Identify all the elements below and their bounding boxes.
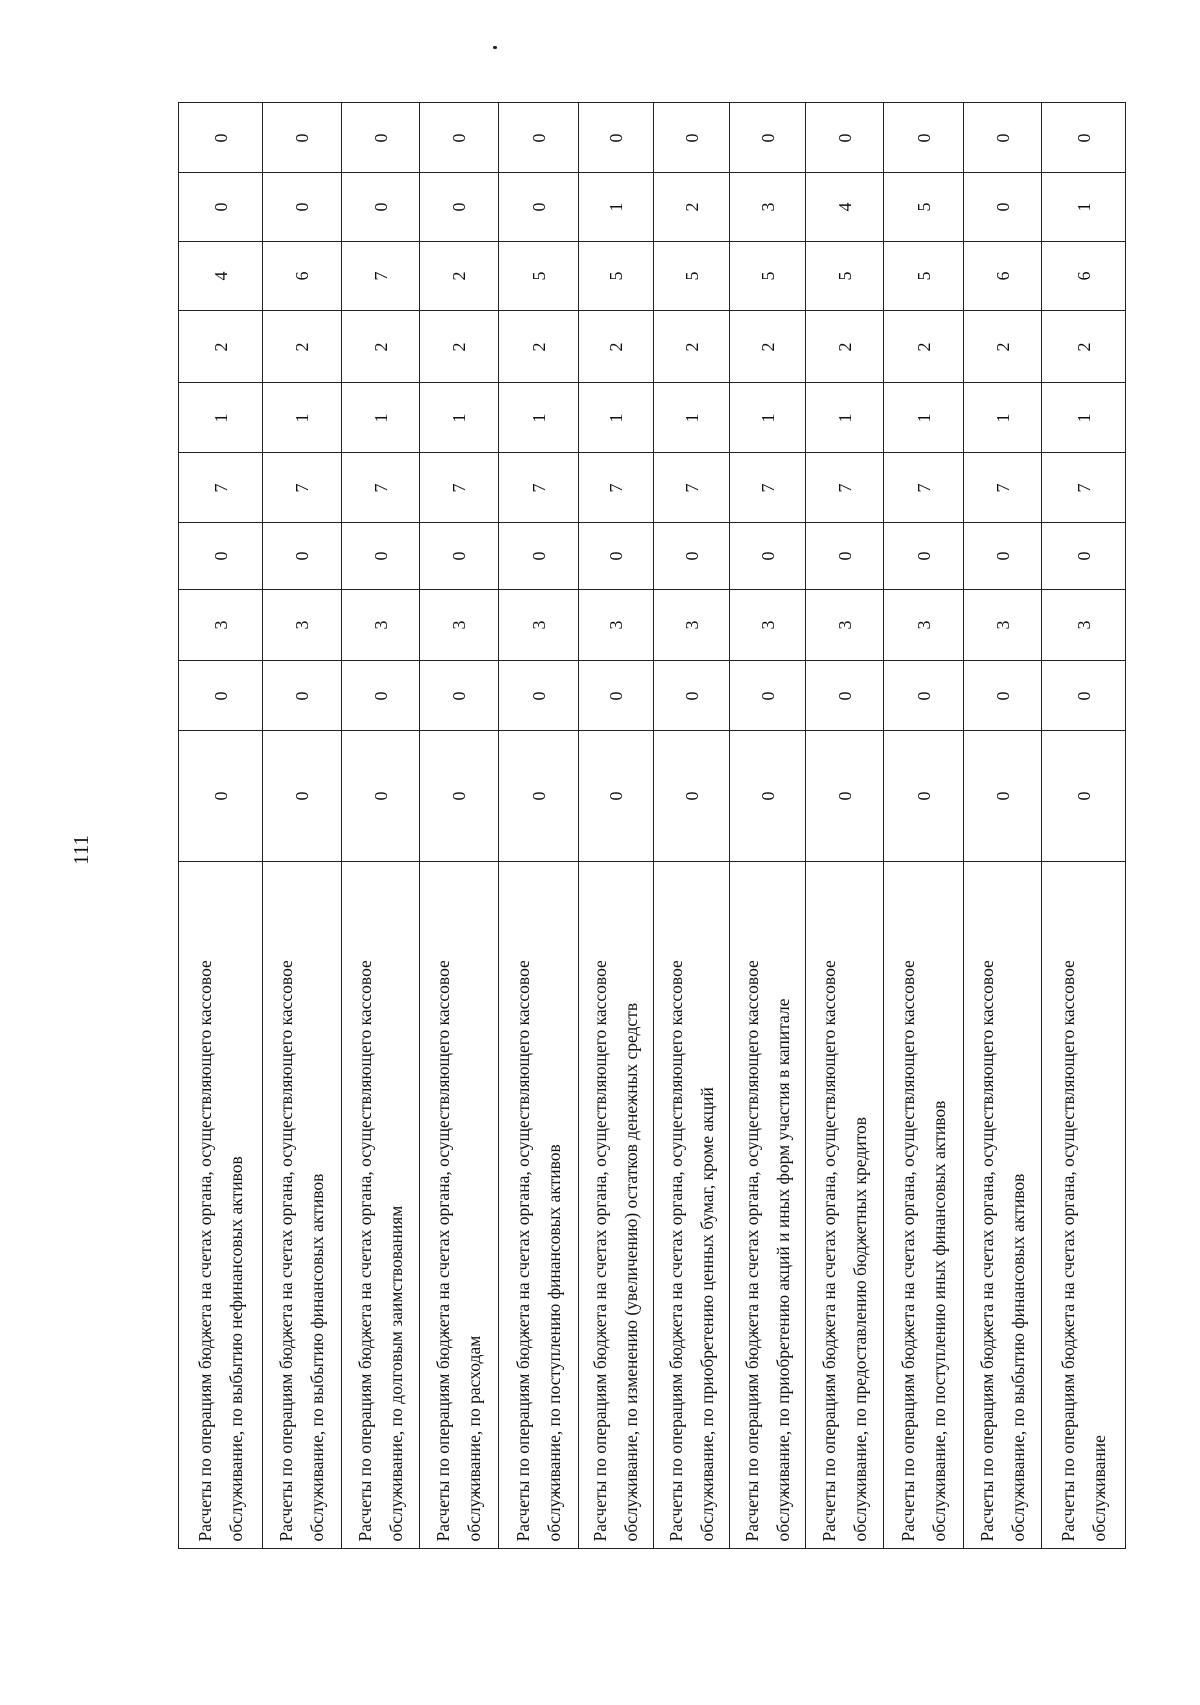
code-cell	[964, 453, 1042, 523]
code-digit: 0	[681, 691, 702, 700]
code-digit: 2	[210, 342, 231, 351]
description-cell	[499, 862, 579, 1549]
code-cell	[420, 731, 499, 862]
code-cell	[342, 523, 420, 590]
code-cell	[499, 453, 579, 523]
code-cell	[420, 590, 499, 661]
code-digit: 0	[449, 133, 469, 142]
table-row	[1042, 103, 1126, 1549]
code-cell	[806, 661, 884, 731]
code-digit: 1	[528, 413, 549, 422]
code-cell	[499, 383, 579, 453]
code-digit: 0	[757, 791, 778, 801]
code-digit: 3	[1073, 620, 1094, 630]
code-digit: 1	[606, 413, 626, 422]
code-cell	[1042, 590, 1126, 661]
code-digit: 0	[834, 133, 855, 142]
page-number: 111	[69, 835, 93, 865]
code-cell	[263, 173, 342, 242]
code-digit: 0	[449, 791, 469, 801]
code-cell	[1042, 311, 1126, 383]
code-digit: 0	[757, 691, 778, 700]
code-cell	[579, 173, 654, 242]
code-cell	[730, 103, 806, 173]
code-cell	[579, 103, 654, 173]
code-digit: 0	[292, 551, 312, 561]
description-text: Расчеты по операциям бюджета на счетах органа, осуществляющего кассовое обслуживание, по поступлению финансовых активов	[512, 960, 564, 1542]
code-cell	[342, 453, 420, 523]
code-cell	[654, 731, 730, 862]
code-cell	[654, 311, 730, 383]
code-cell	[579, 590, 654, 661]
code-digit: 7	[757, 483, 778, 492]
code-digit: 1	[992, 413, 1013, 422]
code-cell	[342, 242, 420, 311]
code-digit: 3	[370, 620, 391, 630]
code-digit: 0	[210, 551, 231, 561]
table-row	[730, 103, 806, 1549]
code-cell	[263, 453, 342, 523]
code-cell	[730, 242, 806, 311]
code-digit: 2	[449, 271, 469, 281]
code-digit: 2	[834, 342, 855, 351]
description-cell	[1042, 862, 1126, 1549]
code-digit: 7	[992, 483, 1013, 492]
code-digit: 7	[370, 271, 391, 281]
code-digit: 0	[528, 791, 549, 801]
code-cell	[420, 103, 499, 173]
code-cell	[179, 311, 263, 383]
code-digit: 1	[1073, 413, 1094, 422]
code-cell	[499, 731, 579, 862]
code-cell	[964, 731, 1042, 862]
code-cell	[499, 173, 579, 242]
description-text: Расчеты по операциям бюджета на счетах органа, осуществляющего кассовое обслуживание, по выбытию финансовых активов	[276, 960, 327, 1542]
code-digit: 0	[757, 133, 778, 142]
code-digit: 0	[210, 202, 231, 212]
code-cell	[806, 590, 884, 661]
code-digit: 2	[681, 342, 702, 351]
code-cell	[420, 383, 499, 453]
code-digit: 3	[913, 620, 934, 630]
code-digit: 2	[528, 342, 549, 351]
code-digit: 7	[292, 483, 312, 492]
description-cell	[806, 862, 884, 1549]
description-cell	[579, 862, 654, 1549]
code-digit: 3	[757, 202, 778, 212]
code-cell	[342, 311, 420, 383]
code-cell	[730, 383, 806, 453]
code-digit: 0	[992, 202, 1013, 212]
code-cell	[806, 523, 884, 590]
code-cell	[499, 661, 579, 731]
code-digit: 0	[606, 691, 626, 700]
code-digit: 7	[210, 483, 231, 492]
code-cell	[499, 523, 579, 590]
code-cell	[884, 661, 964, 731]
table-row	[806, 103, 884, 1549]
code-cell	[579, 453, 654, 523]
code-digit: 2	[913, 342, 934, 351]
code-cell	[499, 103, 579, 173]
description-cell	[964, 862, 1042, 1549]
code-cell	[730, 731, 806, 862]
code-digit: 0	[606, 133, 626, 142]
code-cell	[884, 453, 964, 523]
code-digit: 2	[681, 202, 702, 212]
code-cell	[964, 661, 1042, 731]
code-cell	[263, 311, 342, 383]
description-cell	[263, 862, 342, 1549]
code-digit: 5	[528, 271, 549, 281]
code-digit: 0	[992, 551, 1013, 561]
code-cell	[806, 311, 884, 383]
code-digit: 5	[913, 271, 934, 281]
code-digit: 0	[992, 791, 1013, 801]
code-digit: 0	[913, 133, 934, 142]
code-cell	[420, 173, 499, 242]
code-digit: 3	[449, 620, 469, 630]
code-digit: 0	[210, 133, 231, 142]
description-text: Расчеты по операциям бюджета на счетах органа, осуществляющего кассовое обслуживание, по предоставлению бюджетных кредитов	[818, 960, 870, 1542]
description-text: Расчеты по операциям бюджета на счетах органа, осуществляющего кассовое обслуживание, по расходам	[433, 960, 484, 1542]
code-cell	[263, 661, 342, 731]
code-cell	[884, 311, 964, 383]
code-cell	[1042, 242, 1126, 311]
code-cell	[1042, 453, 1126, 523]
code-cell	[263, 242, 342, 311]
code-digit: 4	[834, 202, 855, 212]
code-digit: 2	[992, 342, 1013, 351]
code-digit: 0	[292, 133, 312, 142]
description-cell	[884, 862, 964, 1549]
code-cell	[654, 661, 730, 731]
code-cell	[654, 383, 730, 453]
description-cell	[730, 862, 806, 1549]
code-digit: 1	[1073, 202, 1094, 212]
code-digit: 1	[292, 413, 312, 422]
code-cell	[884, 173, 964, 242]
description-text: Расчеты по операциям бюджета на счетах органа, осуществляющего кассовое обслуживание, по приобретению ценных бумаг, кроме акций	[665, 960, 717, 1542]
description-text: Расчеты по операциям бюджета на счетах органа, осуществляющего кассовое обслуживание, по изменению (увеличению) остатков денежных средств	[590, 960, 641, 1542]
code-cell	[342, 731, 420, 862]
code-cell	[964, 311, 1042, 383]
code-digit: 0	[913, 551, 934, 561]
code-cell	[884, 731, 964, 862]
code-cell	[420, 242, 499, 311]
code-digit: 3	[292, 620, 312, 630]
code-cell	[964, 103, 1042, 173]
code-digit: 7	[1073, 483, 1094, 492]
code-cell	[730, 523, 806, 590]
code-cell	[1042, 103, 1126, 173]
code-cell	[964, 523, 1042, 590]
code-digit: 1	[449, 413, 469, 422]
code-cell	[806, 173, 884, 242]
code-digit: 2	[449, 342, 469, 351]
code-cell	[1042, 523, 1126, 590]
code-cell	[499, 242, 579, 311]
code-digit: 0	[528, 133, 549, 142]
code-cell	[342, 661, 420, 731]
code-digit: 1	[606, 202, 626, 212]
code-digit: 0	[292, 791, 312, 801]
code-digit: 0	[449, 202, 469, 212]
code-digit: 7	[606, 483, 626, 492]
code-cell	[654, 453, 730, 523]
code-cell	[654, 590, 730, 661]
code-cell	[579, 523, 654, 590]
table-row	[263, 103, 342, 1549]
code-cell	[420, 661, 499, 731]
code-digit: 1	[834, 413, 855, 422]
code-cell	[806, 242, 884, 311]
code-cell	[263, 523, 342, 590]
code-digit: 7	[449, 483, 469, 492]
description-text: Расчеты по операциям бюджета на счетах органа, осуществляющего кассовое обслуживание, по поступлению иных финансовых активов	[897, 960, 949, 1542]
code-digit: 2	[757, 342, 778, 351]
code-digit: 0	[606, 791, 626, 801]
code-cell	[806, 731, 884, 862]
code-digit: 6	[1073, 271, 1094, 281]
code-cell	[420, 311, 499, 383]
code-cell	[1042, 731, 1126, 862]
code-cell	[884, 383, 964, 453]
code-digit: 0	[992, 133, 1013, 142]
code-digit: 6	[292, 271, 312, 281]
description-cell	[179, 862, 263, 1549]
code-cell	[179, 242, 263, 311]
code-digit: 3	[992, 620, 1013, 630]
code-cell	[730, 453, 806, 523]
code-digit: 2	[370, 342, 391, 351]
code-digit: 1	[370, 413, 391, 422]
code-cell	[730, 590, 806, 661]
table-row	[884, 103, 964, 1549]
code-digit: 0	[913, 791, 934, 801]
code-cell	[730, 311, 806, 383]
code-digit: 0	[210, 791, 231, 801]
code-cell	[342, 383, 420, 453]
code-digit: 0	[606, 551, 626, 561]
code-cell	[420, 523, 499, 590]
description-text: Расчеты по операциям бюджета на счетах органа, осуществляющего кассовое обслуживание	[1057, 960, 1109, 1542]
code-cell	[263, 383, 342, 453]
code-cell	[179, 103, 263, 173]
code-digit: 0	[1073, 133, 1094, 142]
code-digit: 5	[681, 271, 702, 281]
code-cell	[654, 173, 730, 242]
code-digit: 7	[370, 483, 391, 492]
code-digit: 5	[757, 271, 778, 281]
code-digit: 7	[528, 483, 549, 492]
code-digit: 0	[449, 691, 469, 700]
code-digit: 0	[210, 691, 231, 700]
code-digit: 0	[681, 791, 702, 801]
code-cell	[806, 383, 884, 453]
code-cell	[730, 661, 806, 731]
code-cell	[179, 173, 263, 242]
code-digit: 1	[757, 413, 778, 422]
code-digit: 1	[681, 413, 702, 422]
code-digit: 0	[681, 133, 702, 142]
table-row	[579, 103, 654, 1549]
code-cell	[342, 590, 420, 661]
description-cell	[654, 862, 730, 1549]
table-row	[420, 103, 499, 1549]
code-cell	[1042, 173, 1126, 242]
code-digit: 0	[370, 691, 391, 700]
code-cell	[179, 453, 263, 523]
table-row	[964, 103, 1042, 1549]
code-cell	[654, 103, 730, 173]
code-cell	[263, 103, 342, 173]
code-digit: 0	[1073, 551, 1094, 561]
code-digit: 4	[210, 271, 231, 281]
code-digit: 2	[1073, 342, 1094, 351]
table-row	[499, 103, 579, 1549]
code-digit: 0	[528, 551, 549, 561]
code-cell	[420, 453, 499, 523]
code-digit: 2	[606, 342, 626, 351]
code-cell	[884, 523, 964, 590]
code-cell	[884, 242, 964, 311]
code-cell	[179, 383, 263, 453]
code-digit: 0	[528, 691, 549, 700]
description-text: Расчеты по операциям бюджета на счетах органа, осуществляющего кассовое обслуживание, по долговым заимствованиям	[354, 960, 406, 1542]
code-cell	[499, 311, 579, 383]
code-digit: 0	[834, 691, 855, 700]
code-digit: 7	[913, 483, 934, 492]
code-cell	[964, 242, 1042, 311]
code-digit: 3	[834, 620, 855, 630]
code-cell	[579, 661, 654, 731]
code-cell	[179, 590, 263, 661]
code-digit: 0	[370, 202, 391, 212]
code-cell	[342, 173, 420, 242]
table-row	[654, 103, 730, 1549]
code-digit: 0	[449, 551, 469, 561]
code-cell	[884, 103, 964, 173]
code-cell	[263, 590, 342, 661]
code-cell	[579, 311, 654, 383]
code-digit: 0	[757, 551, 778, 561]
code-digit: 0	[370, 133, 391, 142]
code-digit: 3	[210, 620, 231, 630]
code-cell	[964, 173, 1042, 242]
code-digit: 0	[292, 691, 312, 700]
code-digit: 0	[528, 202, 549, 212]
account-codes-table	[178, 102, 1126, 1549]
code-cell	[579, 731, 654, 862]
code-cell	[806, 453, 884, 523]
code-digit: 3	[528, 620, 549, 630]
code-cell	[579, 242, 654, 311]
code-cell	[884, 590, 964, 661]
code-cell	[179, 661, 263, 731]
description-text: Расчеты по операциям бюджета на счетах органа, осуществляющего кассовое обслуживание, по выбытию нефинансовых активов	[194, 960, 246, 1542]
code-cell	[654, 523, 730, 590]
code-digit: 5	[913, 202, 934, 212]
code-digit: 0	[681, 551, 702, 561]
code-digit: 1	[210, 413, 231, 422]
code-cell	[1042, 383, 1126, 453]
code-digit: 3	[681, 620, 702, 630]
code-digit: 7	[681, 483, 702, 492]
code-cell	[179, 731, 263, 862]
code-digit: 0	[1073, 791, 1094, 801]
code-cell	[499, 590, 579, 661]
table-row	[342, 103, 420, 1549]
description-cell	[342, 862, 420, 1549]
code-digit: 0	[913, 691, 934, 700]
code-digit: 0	[834, 551, 855, 561]
code-digit: 0	[1073, 691, 1094, 700]
code-cell	[730, 173, 806, 242]
code-cell	[263, 731, 342, 862]
code-cell	[342, 103, 420, 173]
code-digit: 3	[757, 620, 778, 630]
code-cell	[579, 383, 654, 453]
code-digit: 0	[292, 202, 312, 212]
code-digit: 3	[606, 620, 626, 630]
code-digit: 5	[834, 271, 855, 281]
description-text: Расчеты по операциям бюджета на счетах органа, осуществляющего кассовое обслуживание, по приобретению акций и иных форм участия в капитале	[741, 960, 793, 1542]
code-digit: 0	[370, 791, 391, 801]
code-digit: 6	[992, 271, 1013, 281]
description-cell	[420, 862, 499, 1549]
code-digit: 2	[292, 342, 312, 351]
code-cell	[654, 242, 730, 311]
table-row	[179, 103, 263, 1549]
code-cell	[806, 103, 884, 173]
code-digit: 0	[370, 551, 391, 561]
code-digit: 5	[606, 271, 626, 281]
code-digit: 1	[913, 413, 934, 422]
description-text: Расчеты по операциям бюджета на счетах органа, осуществляющего кассовое обслуживание, по выбытию финансовых активов	[976, 960, 1028, 1542]
code-cell	[1042, 661, 1126, 731]
code-cell	[964, 590, 1042, 661]
scan-speck	[493, 46, 497, 49]
code-cell	[179, 523, 263, 590]
code-digit: 0	[992, 691, 1013, 700]
code-digit: 0	[834, 791, 855, 801]
code-digit: 7	[834, 483, 855, 492]
code-cell	[964, 383, 1042, 453]
